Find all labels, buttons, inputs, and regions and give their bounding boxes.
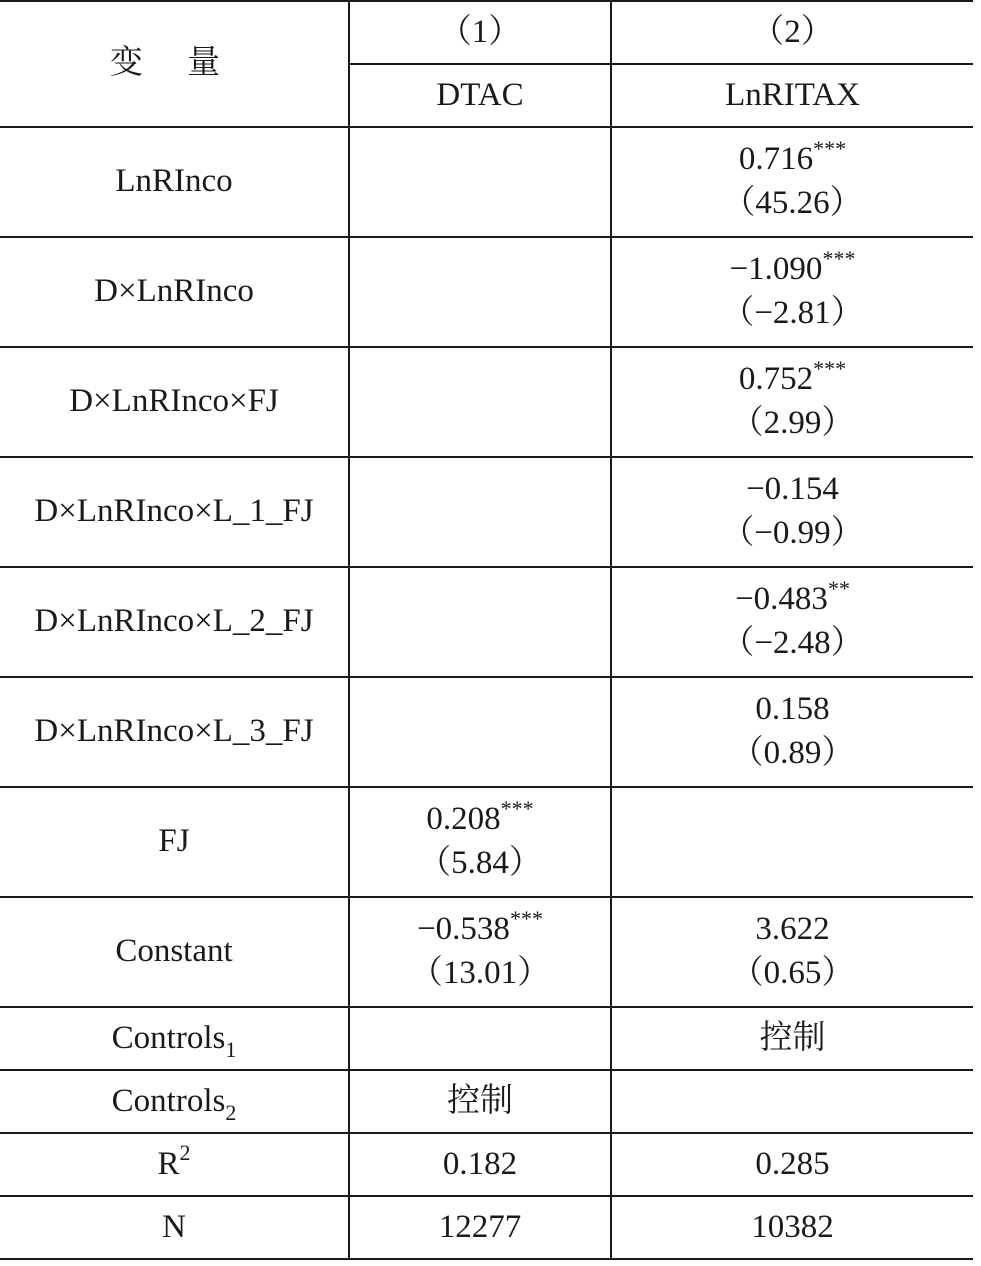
col1-cell: 12277 bbox=[349, 1196, 611, 1259]
row-variable: LnRInco bbox=[0, 127, 349, 237]
col1-number: （1） bbox=[349, 1, 611, 64]
col1-cell: 控制 bbox=[349, 1070, 611, 1133]
t-stat: （−0.99） bbox=[721, 515, 864, 551]
col2-cell bbox=[611, 237, 973, 347]
coef: −0.538 bbox=[417, 911, 510, 948]
controls-label: Controls bbox=[111, 1019, 226, 1056]
col2-cell bbox=[611, 347, 973, 457]
col2-cell bbox=[611, 677, 973, 787]
coef: 0.208 bbox=[426, 801, 501, 838]
t-stat: （45.26） bbox=[722, 185, 863, 221]
coef: −1.090 bbox=[729, 251, 823, 288]
col2-cell: 控制 bbox=[611, 1007, 973, 1070]
r-label: R bbox=[157, 1145, 180, 1182]
table-row bbox=[0, 237, 973, 347]
col1-cell bbox=[349, 457, 611, 567]
row-variable bbox=[0, 1007, 349, 1070]
col1-cell bbox=[349, 897, 611, 1007]
coef: 0.158 bbox=[755, 691, 830, 728]
t-stat: （0.89） bbox=[730, 735, 855, 771]
col1-cell bbox=[349, 1007, 611, 1070]
row-variable: D×LnRInco×L_2_FJ bbox=[0, 567, 349, 677]
t-stat: （−2.81） bbox=[721, 295, 864, 331]
r-squared-row bbox=[0, 1133, 973, 1196]
table-row bbox=[0, 567, 973, 677]
significance-stars: *** bbox=[813, 136, 847, 162]
header-row-1 bbox=[0, 1, 973, 64]
row-variable: N bbox=[0, 1196, 349, 1259]
t-stat: （5.84） bbox=[418, 845, 542, 881]
col2-number: （2） bbox=[611, 1, 973, 64]
n-row bbox=[0, 1196, 973, 1259]
col1-cell bbox=[349, 127, 611, 237]
coef: 3.622 bbox=[755, 911, 830, 948]
significance-stars: ** bbox=[827, 576, 850, 602]
row-variable bbox=[0, 1070, 349, 1133]
col2-cell bbox=[611, 127, 973, 237]
table-row bbox=[0, 787, 973, 897]
col2-dependent-var: LnRITAX bbox=[611, 64, 973, 127]
col2-cell: 10382 bbox=[611, 1196, 973, 1259]
col1-cell: 0.182 bbox=[349, 1133, 611, 1196]
coef: −0.483 bbox=[735, 581, 828, 618]
col2-cell bbox=[611, 897, 973, 1007]
coef: −0.154 bbox=[746, 471, 839, 508]
table-row bbox=[0, 677, 973, 787]
row-variable: FJ bbox=[0, 787, 349, 897]
t-stat: （0.65） bbox=[730, 955, 855, 991]
table-row bbox=[0, 897, 973, 1007]
col2-cell bbox=[611, 567, 973, 677]
col1-cell bbox=[349, 677, 611, 787]
row-variable: Constant bbox=[0, 897, 349, 1007]
col1-dependent-var: DTAC bbox=[349, 64, 611, 127]
row-variable: D×LnRInco×L_3_FJ bbox=[0, 677, 349, 787]
row-variable: D×LnRInco×FJ bbox=[0, 347, 349, 457]
table-row bbox=[0, 127, 973, 237]
r-superscript: 2 bbox=[179, 1139, 191, 1165]
significance-stars: *** bbox=[500, 796, 534, 822]
table-row bbox=[0, 347, 973, 457]
coef: 0.716 bbox=[738, 141, 814, 178]
t-stat: （13.01） bbox=[409, 955, 551, 991]
coef: 0.752 bbox=[738, 361, 814, 398]
col1-cell bbox=[349, 347, 611, 457]
significance-stars: *** bbox=[822, 246, 856, 272]
t-stat: （2.99） bbox=[730, 405, 855, 441]
controls-subscript: 2 bbox=[225, 1099, 237, 1125]
col2-cell bbox=[611, 787, 973, 897]
variable-header bbox=[0, 1, 349, 127]
table-row bbox=[0, 1007, 973, 1070]
row-variable bbox=[0, 1133, 349, 1196]
controls-label: Controls bbox=[111, 1082, 226, 1119]
table-row bbox=[0, 457, 973, 567]
controls-subscript: 1 bbox=[225, 1036, 237, 1062]
col1-cell bbox=[349, 567, 611, 677]
row-variable: D×LnRInco bbox=[0, 237, 349, 347]
significance-stars: *** bbox=[813, 356, 847, 382]
col1-cell bbox=[349, 787, 611, 897]
col2-cell bbox=[611, 1070, 973, 1133]
col2-cell: 0.285 bbox=[611, 1133, 973, 1196]
variable-header-label: 变 量 bbox=[109, 45, 239, 82]
table-row bbox=[0, 1070, 973, 1133]
col1-cell bbox=[349, 237, 611, 347]
t-stat: （−2.48） bbox=[721, 625, 864, 661]
col2-cell bbox=[611, 457, 973, 567]
significance-stars: *** bbox=[509, 906, 543, 932]
row-variable: D×LnRInco×L_1_FJ bbox=[0, 457, 349, 567]
